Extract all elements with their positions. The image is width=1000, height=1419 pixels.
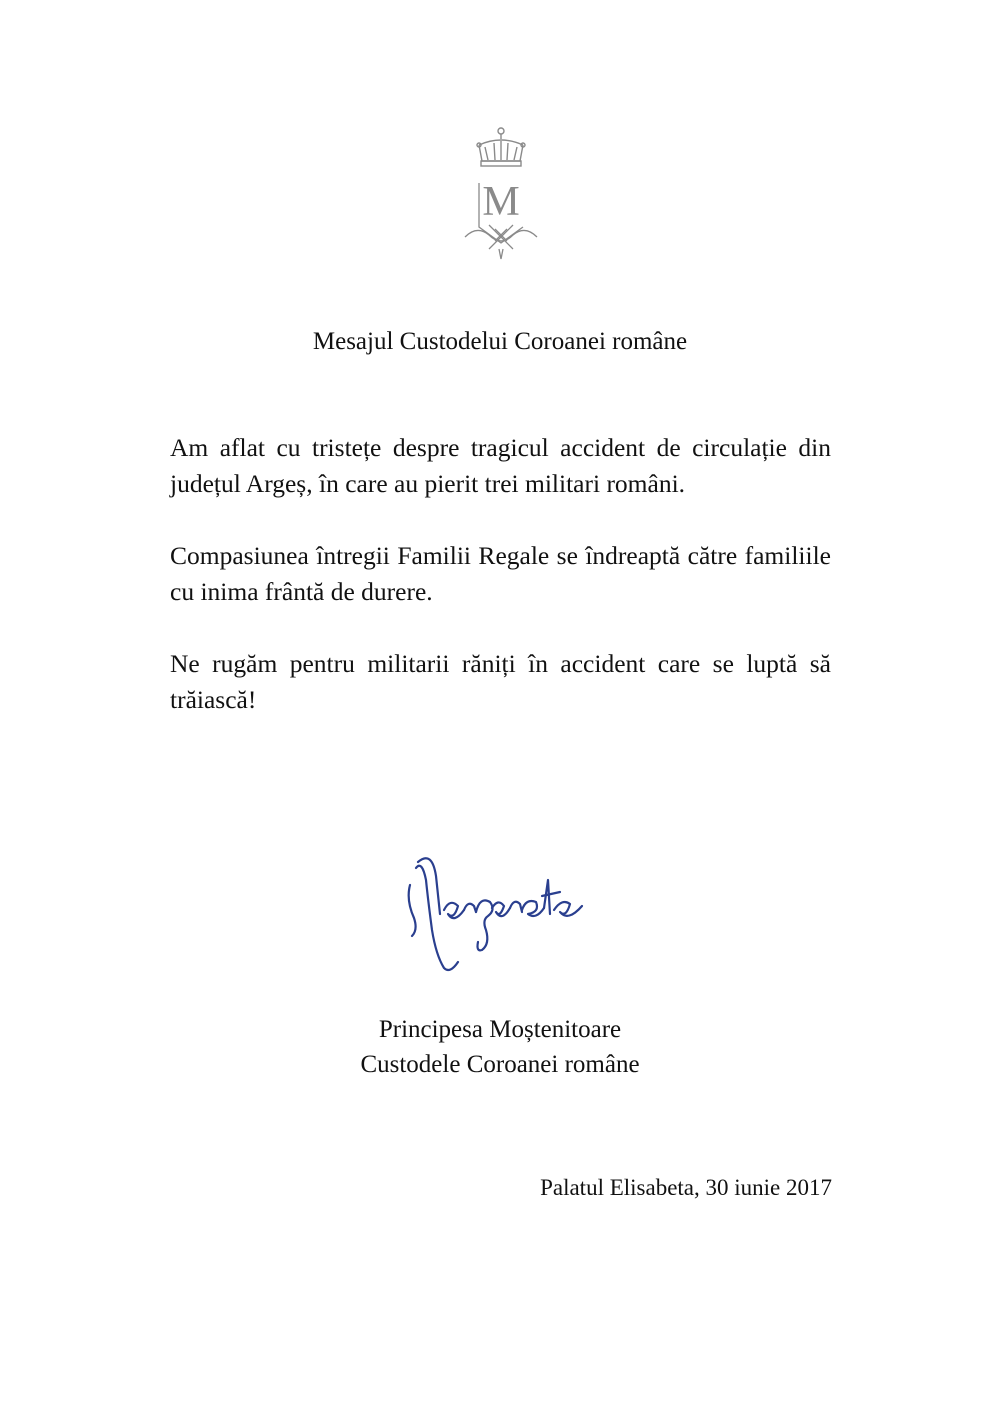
signatory-title: Principesa Moștenitoare [378,1016,622,1043]
paragraph-prayer: Ne rugăm pentru militarii răniți în accident care se luptă să trăiască! [170,649,831,714]
signatory-block [0,1012,1000,1082]
paragraph-condolence: Am aflat cu tristețe despre tragicul accident de circulație din județul Argeș, în care au pierit trei militari români. [170,433,831,498]
crown-icon [477,128,525,166]
place-date: Palatul Elisabeta, 30 iunie 2017 [540,1175,832,1200]
royal-monogram [455,125,547,265]
paragraph-compassion: Compasiunea întregii Familii Regale se îndreaptă către familiile cu inima frântă de durere. [170,541,831,606]
monogram-letter: M [482,179,520,225]
letter-title: Mesajul Custodelui Coroanei române [312,328,688,355]
signatory-role: Custodele Coroanei române [360,1051,640,1078]
handwritten-signature [392,840,612,980]
